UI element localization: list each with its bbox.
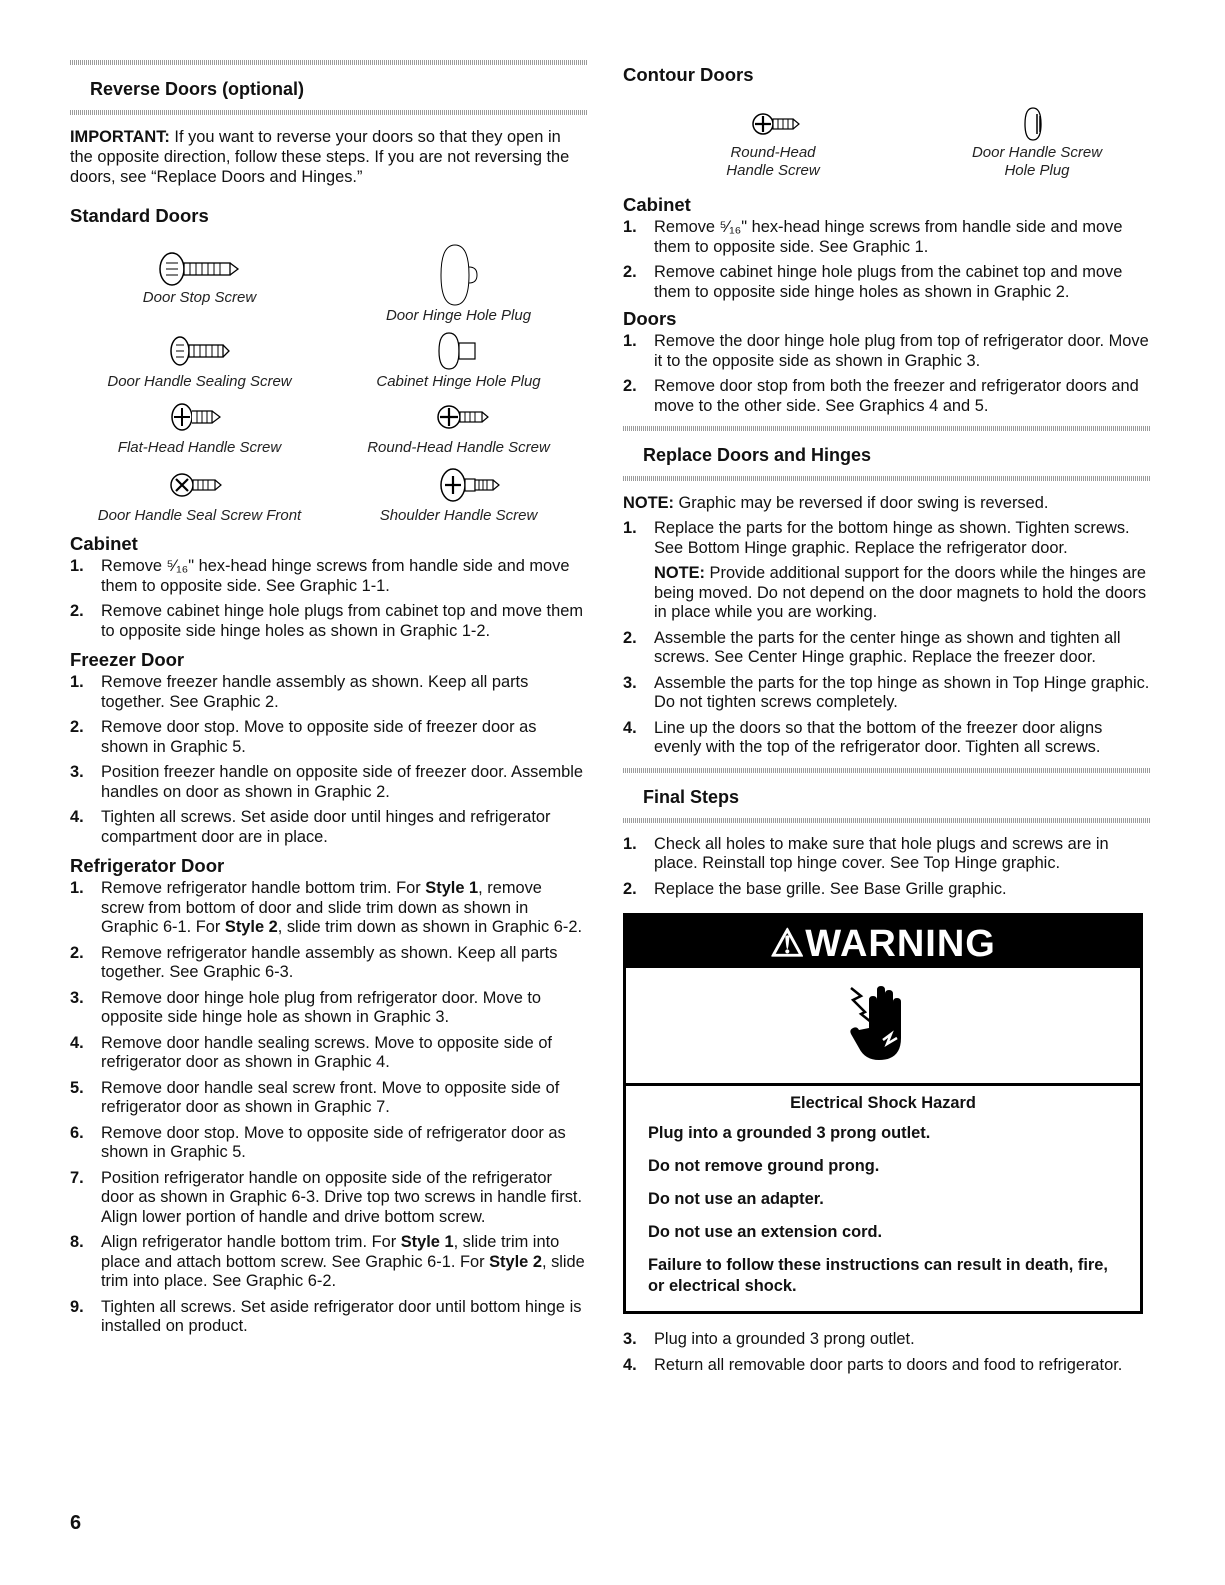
step-number: 1. xyxy=(70,879,84,897)
list-item xyxy=(70,944,588,983)
style-label: Style 2 xyxy=(224,918,278,936)
list-item xyxy=(623,218,1151,257)
part-caption: Shoulder Handle Screw xyxy=(379,507,538,524)
step-number: 3. xyxy=(70,988,84,1007)
warning-title: WARNING xyxy=(805,923,996,965)
step-text: Remove door stop. Move to opposite side of freezer door as shown in Graphic 5. xyxy=(101,718,537,756)
step-text: , remove screw from bottom of door and slide trim down as shown in Graphic 6-1. For xyxy=(101,879,542,936)
step-text: Replace the base grille. See Base Grille graphic. xyxy=(654,879,1007,898)
step-text: Remove door handle sealing screws. Move to opposite side of refrigerator door as shown in Graphic 4. xyxy=(101,1033,552,1071)
note-text: Provide additional support for the doors while the hinges are being moved. Do not depend on the door magnets to hold the doors in place while you are working. xyxy=(654,564,1147,621)
list-item xyxy=(70,602,588,641)
step-text: Replace the parts for the bottom hinge as shown. Tighten screws. See Bottom Hinge graphic. Replace the refrigerator door. xyxy=(654,519,1130,557)
step-number: 7. xyxy=(70,1168,84,1187)
list-item xyxy=(623,377,1151,416)
door-hinge-hole-plug-icon xyxy=(409,239,509,307)
step-number: 1. xyxy=(623,332,637,350)
doors-heading: Doors xyxy=(623,308,677,329)
part-door-handle-sealing-screw xyxy=(70,329,329,391)
step-text: Assemble the parts for the center hinge as shown and tighten all screws. See Center Hinge graphic. Replace the freezer door. xyxy=(654,628,1121,666)
door-stop-screw-icon xyxy=(150,239,250,289)
part-round-head-handle-screw xyxy=(623,104,923,180)
list-item xyxy=(623,332,1151,371)
list-item xyxy=(70,1233,588,1292)
final-steps-heading: Final Steps xyxy=(643,786,740,807)
warning-body xyxy=(626,1086,1140,1311)
step-number: 3. xyxy=(623,673,637,692)
part-shoulder-handle-screw xyxy=(329,461,588,525)
step-number: 2. xyxy=(70,718,84,736)
door-handle-sealing-screw-icon xyxy=(150,329,250,373)
part-cabinet-hinge-hole-plug xyxy=(329,329,588,391)
part-door-handle-seal-screw-front xyxy=(70,461,329,525)
list-item xyxy=(70,718,588,757)
step-text: Line up the doors so that the bottom of the freezer door aligns evenly with the top of the refrigerator door. Tighten all screws. xyxy=(654,718,1103,756)
contour-parts-grid xyxy=(623,104,1151,180)
part-caption: Cabinet Hinge Hole Plug xyxy=(376,373,541,390)
step-text: Remove refrigerator handle assembly as shown. Keep all parts together. See Graphic 6-3. xyxy=(101,943,558,981)
list-item xyxy=(623,1356,1151,1376)
list-item xyxy=(70,1169,588,1228)
list-item xyxy=(70,1034,588,1073)
step-number: 1. xyxy=(70,557,84,575)
list-item xyxy=(70,1124,588,1163)
step-number: 2. xyxy=(623,377,637,395)
list-item xyxy=(70,673,588,712)
electrical-shock-hand-icon xyxy=(843,978,923,1073)
door-handle-screw-hole-plug-icon xyxy=(987,104,1087,144)
warning-line: Do not use an adapter. xyxy=(648,1190,824,1208)
list-item xyxy=(70,557,588,596)
freezer-door-heading: Freezer Door xyxy=(70,649,185,670)
list-item xyxy=(623,1330,1151,1350)
list-item xyxy=(623,880,1151,900)
step-note xyxy=(654,564,1151,623)
warning-triangle-icon: ⚠ xyxy=(770,923,806,965)
flat-head-handle-screw-icon xyxy=(150,395,250,439)
important-text: If you want to reverse your doors so that they open in the opposite direction, follow these steps. If you are not reversing the doors, see “Replace Doors and Hinges.” xyxy=(70,128,570,186)
warning-header xyxy=(626,916,1140,968)
step-number: 9. xyxy=(70,1297,84,1316)
warning-box xyxy=(623,913,1143,1314)
step-text: , slide trim into place and attach bottom screw. See Graphic 6-1. For xyxy=(101,1233,560,1271)
replace-doors-section xyxy=(623,426,1151,481)
step-text: Remove door handle seal screw front. Move to opposite side of refrigerator door as shown in Graphic 7. xyxy=(101,1078,560,1116)
step-number: 1. xyxy=(623,834,637,853)
list-item xyxy=(623,263,1151,302)
part-door-handle-screw-hole-plug xyxy=(923,104,1151,180)
standard-parts-grid xyxy=(70,239,588,525)
list-item xyxy=(623,719,1151,758)
shoulder-handle-screw-icon xyxy=(409,461,509,507)
part-door-hinge-hole-plug xyxy=(329,239,588,325)
cabinet-hinge-hole-plug-icon xyxy=(409,329,509,373)
part-caption: Door Stop Screw xyxy=(142,289,257,306)
standard-doors-heading: Standard Doors xyxy=(70,205,209,226)
step-text: Tighten all screws. Set aside door until hinges and refrigerator compartment door are in place. xyxy=(101,808,551,846)
part-caption: Door Handle Screw Hole Plug xyxy=(971,144,1103,179)
cabinet-heading: Cabinet xyxy=(70,533,138,554)
part-caption: Round-Head Handle Screw xyxy=(367,439,550,456)
step-number: 2. xyxy=(70,602,84,620)
note-label: NOTE: xyxy=(654,564,705,582)
cabinet-heading: Cabinet xyxy=(623,194,691,215)
refrigerator-steps xyxy=(70,879,588,1337)
contour-cabinet-steps xyxy=(623,218,1151,302)
part-door-stop-screw xyxy=(70,239,329,325)
round-head-handle-screw-icon xyxy=(409,395,509,439)
replace-doors-heading: Replace Doors and Hinges xyxy=(643,445,872,465)
style-label: Style 1 xyxy=(425,879,479,897)
list-item xyxy=(70,763,588,802)
warning-line: Do not use an extension cord. xyxy=(648,1223,883,1241)
step-number: 2. xyxy=(623,628,637,647)
step-text: Plug into a grounded 3 prong outlet. xyxy=(654,1330,915,1348)
freezer-steps xyxy=(70,673,588,847)
step-number: 2. xyxy=(623,879,637,898)
step-number: 1. xyxy=(623,218,637,236)
step-text: Tighten all screws. Set aside refrigerator door until bottom hinge is installed on product. xyxy=(101,1297,582,1335)
final-steps xyxy=(623,835,1151,900)
step-number: 5. xyxy=(70,1078,84,1097)
door-handle-seal-screw-front-icon xyxy=(150,461,250,507)
list-item xyxy=(70,1298,588,1337)
step-number: 2. xyxy=(623,263,637,281)
section-rule xyxy=(623,818,1151,823)
list-item xyxy=(70,808,588,847)
round-head-handle-screw-icon xyxy=(723,104,823,144)
section-rule xyxy=(70,110,588,115)
refrigerator-door-heading: Refrigerator Door xyxy=(70,855,225,876)
step-text: Position refrigerator handle on opposite side of the refrigerator door as shown in Graphic 6-3. Drive top two screws in handle first. Align lower portion of handle and drive bottom screw. xyxy=(101,1168,583,1226)
step-number: 1. xyxy=(70,673,84,691)
contour-doors-heading: Contour Doors xyxy=(623,64,754,85)
step-text: Remove ⁵⁄₁₆" hex-head hinge screws from handle side and move them to opposite side. See Graphic 1-1. xyxy=(101,557,570,595)
part-caption: Door Hinge Hole Plug xyxy=(385,307,532,324)
list-item xyxy=(623,629,1151,668)
left-column xyxy=(70,60,588,1343)
final-steps-section xyxy=(623,768,1151,823)
step-text: Position freezer handle on opposite side of freezer door. Assemble handles on door as shown in Graphic 2. xyxy=(101,763,583,801)
note-label: NOTE: xyxy=(623,494,674,512)
step-text: , slide trim down as shown in Graphic 6-2. xyxy=(277,918,583,936)
step-number: 4. xyxy=(70,808,84,826)
step-number: 3. xyxy=(70,763,84,781)
part-caption: Round-Head Handle Screw xyxy=(726,144,820,179)
list-item xyxy=(70,1079,588,1118)
section-rule xyxy=(623,476,1151,481)
style-label: Style 1 xyxy=(400,1233,454,1251)
step-number: 4. xyxy=(70,1033,84,1052)
replace-steps xyxy=(623,519,1151,758)
step-number: 2. xyxy=(70,943,84,962)
warning-line: Do not remove ground prong. xyxy=(648,1157,880,1175)
list-item xyxy=(70,989,588,1028)
list-item xyxy=(623,674,1151,713)
hazard-title: Electrical Shock Hazard xyxy=(790,1094,976,1112)
step-text: Remove refrigerator handle bottom trim. For xyxy=(101,879,426,897)
part-round-head-handle-screw xyxy=(329,395,588,457)
part-caption: Door Handle Seal Screw Front xyxy=(97,507,302,524)
important-paragraph xyxy=(70,127,588,187)
part-caption: Door Handle Sealing Screw xyxy=(107,373,292,390)
cabinet-steps xyxy=(70,557,588,641)
step-text: Remove door stop. Move to opposite side of refrigerator door as shown in Graphic 5. xyxy=(101,1123,566,1161)
contour-doors-steps xyxy=(623,332,1151,416)
step-text: Remove the door hinge hole plug from top of refrigerator door. Move it to the opposite side as shown in Graphic 3. xyxy=(654,332,1149,370)
list-item xyxy=(623,519,1151,623)
note-text: Graphic may be reversed if door swing is reversed. xyxy=(674,494,1049,512)
warning-line: Plug into a grounded 3 prong outlet. xyxy=(648,1124,931,1142)
step-text: Align refrigerator handle bottom trim. For xyxy=(101,1233,401,1251)
replace-note xyxy=(623,493,1151,513)
step-number: 4. xyxy=(623,718,637,737)
step-number: 8. xyxy=(70,1233,84,1251)
right-column xyxy=(623,60,1151,1381)
step-number: 3. xyxy=(623,1330,637,1348)
step-text: Remove door hinge hole plug from refrigerator door. Move to opposite side hinge hole as shown in Graphic 3. xyxy=(101,988,542,1026)
style-label: Style 2 xyxy=(489,1252,542,1271)
step-text: Remove cabinet hinge hole plugs from the cabinet top and move them to opposite side hinge holes as shown in Graphic 2. xyxy=(654,263,1123,301)
step-text: Remove door stop from both the freezer and refrigerator doors and move to the other side. See Graphics 4 and 5. xyxy=(654,377,1139,415)
step-text: Remove freezer handle assembly as shown. Keep all parts together. See Graphic 2. xyxy=(101,673,529,711)
list-item xyxy=(70,879,588,938)
step-number: 6. xyxy=(70,1123,84,1142)
page-number: 6 xyxy=(70,1512,82,1534)
after-warning-steps xyxy=(623,1330,1151,1375)
list-item xyxy=(623,835,1151,874)
step-text: Check all holes to make sure that hole plugs and screws are in place. Reinstall top hinge cover. See Top Hinge graphic. xyxy=(654,834,1109,872)
step-text: Assemble the parts for the top hinge as shown in Top Hinge graphic. Do not tighten screws completely. xyxy=(654,673,1150,711)
warning-line: Failure to follow these instructions can result in death, fire, or electrical shock. xyxy=(648,1256,1108,1295)
step-text: Return all removable door parts to doors and food to refrigerator. xyxy=(654,1355,1123,1374)
part-flat-head-handle-screw xyxy=(70,395,329,457)
reverse-doors-heading: Reverse Doors (optional) xyxy=(90,79,305,99)
important-label: IMPORTANT: xyxy=(70,128,170,146)
warning-icon-area xyxy=(626,968,1140,1086)
step-number: 4. xyxy=(623,1355,637,1374)
part-caption: Flat-Head Handle Screw xyxy=(117,439,282,456)
step-text: Remove cabinet hinge hole plugs from cabinet top and move them to opposite side hinge holes as shown in Graphic 1-2. xyxy=(101,602,583,640)
step-number: 1. xyxy=(623,519,637,537)
step-text: , slide trim into place. See Graphic 6-2. xyxy=(101,1252,585,1290)
step-text: Remove ⁵⁄₁₆" hex-head hinge screws from handle side and move them to opposite side. See Graphic 1. xyxy=(654,218,1123,256)
